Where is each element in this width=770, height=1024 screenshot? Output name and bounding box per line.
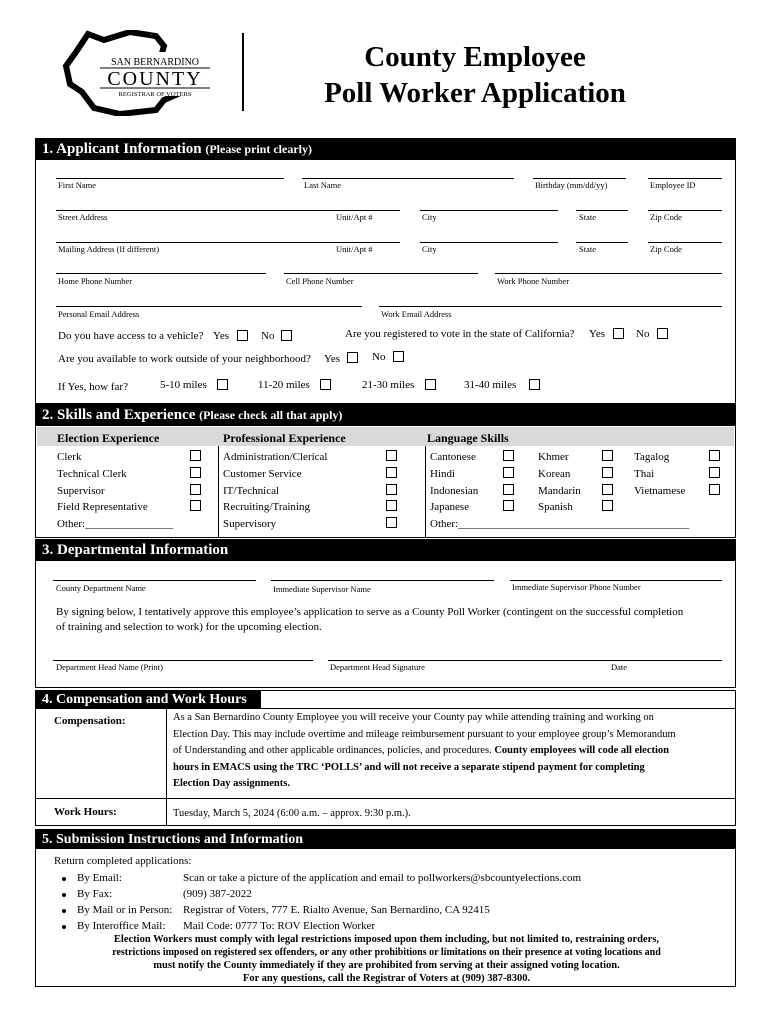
election-other-field[interactable]: Other:________________ [57,518,174,530]
compensation-line3-regular: of Understanding and other applicable ordinances, policies, and procedures. [173,745,492,756]
city-label: City [422,212,437,222]
section2-heading-note: (Please check all that apply) [199,408,343,422]
registered-no-checkbox[interactable] [657,328,668,339]
section4-heading: 4. Compensation and Work Hours [42,692,247,707]
vehicle-no-checkbox[interactable] [281,330,292,341]
language-korean-checkbox[interactable] [602,467,613,478]
home-phone-label: Home Phone Number [58,276,133,286]
professional-administration-checkbox[interactable] [386,450,397,461]
section3-heading-bar [36,540,735,561]
supervisor-name-field[interactable] [271,580,494,581]
distance-11-20-checkbox[interactable] [320,379,331,390]
language-spanish-checkbox[interactable] [602,500,613,511]
dept-head-name-field[interactable] [53,660,313,661]
approval-statement-line1: By signing below, I tentatively approve this employee’s application to serve as a County Poll Worker (contingent on the successful completion [56,606,684,618]
language-japanese-checkbox[interactable] [503,500,514,511]
county-logo [60,30,220,116]
state-label: State [579,212,596,222]
cell-phone-label: Cell Phone Number [286,276,354,286]
mailing-city-label: City [422,244,437,254]
unit-apt-label: Unit/Apt # [336,212,373,222]
outside-yes-label: Yes [324,353,341,365]
mailing-zip-field[interactable] [648,242,722,243]
header-divider [242,33,244,111]
registered-yes-checkbox[interactable] [613,328,624,339]
vehicle-yes-checkbox[interactable] [237,330,248,341]
dept-name-field[interactable] [53,580,256,581]
vehicle-question: Do you have access to a vehicle? [58,330,204,342]
section1-heading-note: (Please print clearly) [205,142,312,156]
distance-31-40-checkbox[interactable] [529,379,540,390]
home-phone-field[interactable] [56,273,266,274]
language-item-korean: Korean [538,468,571,480]
section3-heading: 3. Departmental Information [42,542,229,558]
language-cantonese-checkbox[interactable] [503,450,514,461]
distance-21-30-checkbox[interactable] [425,379,436,390]
language-tagalog-checkbox[interactable] [709,450,720,461]
zip-label: Zip Code [650,212,682,222]
election-item-technical-clerk: Technical Clerk [57,468,127,480]
street-address-field[interactable] [56,210,400,211]
registered-no-label: No [636,328,650,340]
professional-supervisory-checkbox[interactable] [386,517,397,528]
section2-heading: 2. Skills and Experience [42,407,196,423]
outside-question: Are you available to work outside of your neighborhood? [58,353,311,365]
bullet-fax [62,893,66,897]
section-applicant-information [35,138,736,404]
section5-heading: 5. Submission Instructions and Information [42,832,304,847]
language-item-tagalog: Tagalog [634,451,670,463]
professional-item-supervisory: Supervisory [223,518,277,530]
fax-method-value: (909) 387-2022 [183,888,252,900]
compensation-line2: Election Day. This may include overtime and mileage reimbursement pursuant to your employee group’s Memorandum [173,728,676,740]
section2-heading-bar [36,405,735,426]
language-item-mandarin: Mandarin [538,485,581,497]
section-submission-instructions [35,829,736,987]
work-phone-label: Work Phone Number [497,276,570,286]
election-technical-clerk-checkbox[interactable] [190,467,201,478]
section1-heading-bar [36,139,735,160]
mail-method-label: By Mail or in Person: [77,904,173,916]
state-field[interactable] [576,210,628,211]
mailing-state-field[interactable] [576,242,628,243]
notice-line1: Election Workers must comply with legal restrictions imposed upon them including, but not limited to, restraining orders, [113,934,660,945]
section1-heading: 1. Applicant Information [42,141,202,157]
supervisor-phone-field[interactable] [510,580,722,581]
personal-email-field[interactable] [56,306,362,307]
work-phone-field[interactable] [495,273,722,274]
language-hindi-checkbox[interactable] [503,467,514,478]
dept-name-label: County Department Name [56,583,146,593]
birthday-label: Birthday (mm/dd/yy) [535,180,608,190]
date-label: Date [611,662,628,672]
language-indonesian-checkbox[interactable] [503,484,514,495]
fax-method-label: By Fax: [77,888,113,900]
election-item-supervisor: Supervisor [57,485,105,497]
notice-line4: For any questions, call the Registrar of Voters at (909) 387-8300. [242,973,531,984]
professional-item-administration: Administration/Clerical [223,451,328,463]
professional-item-customer-service: Customer Service [223,468,302,480]
last-name-label: Last Name [304,180,342,190]
election-item-clerk: Clerk [57,451,82,463]
language-item-vietnamese: Vietnamese [634,485,686,497]
election-experience-heading: Election Experience [57,431,160,445]
notice-line2: restrictions imposed on registered sex offenders, or any other prohibitions or limitations on their presence at voting locations and [112,947,661,958]
last-name-field[interactable] [302,178,514,179]
page-title-line1: County Employee [364,41,586,73]
how-far-label: If Yes, how far? [58,381,128,393]
language-vietnamese-checkbox[interactable] [709,484,720,495]
compensation-line5: Election Day assignments. [173,778,290,789]
return-intro: Return completed applications: [54,855,192,867]
election-clerk-checkbox[interactable] [190,450,201,461]
bullet-mail [62,909,66,913]
street-address-label: Street Address [58,212,108,222]
language-item-spanish: Spanish [538,501,573,513]
skills-divider-2 [425,446,426,538]
vehicle-no-label: No [261,330,275,342]
bullet-email [62,877,66,881]
work-email-field[interactable] [379,306,722,307]
outside-yes-checkbox[interactable] [347,352,358,363]
professional-experience-heading: Professional Experience [223,431,346,445]
registered-question: Are you registered to vote in the state of California? [345,328,575,340]
vehicle-yes-label: Yes [213,330,230,342]
interoffice-method-value: Mail Code: 0777 To: ROV Election Worker [183,920,376,932]
bullet-interoffice [62,925,66,929]
dept-head-signature-field[interactable] [328,660,722,661]
section-compensation-work-hours [35,690,736,826]
section-skills-experience [35,404,736,538]
election-supervisor-checkbox[interactable] [190,484,201,495]
language-skills-heading: Language Skills [427,431,509,445]
distance-5-10-checkbox[interactable] [217,379,228,390]
cell-phone-field[interactable] [284,273,478,274]
supervisor-name-label: Immediate Supervisor Name [273,584,371,594]
skills-divider-1 [218,446,219,538]
language-item-cantonese: Cantonese [430,451,476,463]
email-method-value: Scan or take a picture of the application and email to pollworkers@sbcountyelections.com [183,872,582,884]
mailing-zip-label: Zip Code [650,244,682,254]
city-field[interactable] [420,210,558,211]
birthday-field[interactable] [533,178,626,179]
distance-11-20-label: 11-20 miles [258,379,310,391]
outside-no-label: No [372,351,386,363]
mailing-address-label: Mailing Address (If different) [58,244,160,254]
section5-heading-bar [36,830,735,849]
dept-head-name-label: Department Head Name (Print) [56,662,163,672]
language-khmer-checkbox[interactable] [602,450,613,461]
distance-5-10-label: 5-10 miles [160,379,207,391]
language-thai-checkbox[interactable] [709,467,720,478]
election-item-field-representative: Field Representative [57,501,148,513]
work-hours-value: Tuesday, March 5, 2024 (6:00 a.m. – approx. 9:30 p.m.). [173,808,411,819]
language-mandarin-checkbox[interactable] [602,484,613,495]
compensation-line1: As a San Bernardino County Employee you will receive your County pay while attending training and working on [173,712,654,723]
language-item-khmer: Khmer [538,451,569,463]
language-item-japanese: Japanese [430,501,470,513]
mailing-state-label: State [579,244,596,254]
professional-it-technical-checkbox[interactable] [386,484,397,495]
work-email-label: Work Email Address [381,309,452,319]
email-method-label: By Email: [77,872,122,884]
employee-id-label: Employee ID [650,180,696,190]
language-other-field[interactable]: Other:__________________________________________ [430,518,690,530]
mailing-city-field[interactable] [420,242,558,243]
professional-recruiting-training-checkbox[interactable] [386,500,397,511]
registered-yes-label: Yes [589,328,606,340]
zip-field[interactable] [648,210,722,211]
work-hours-row [36,798,735,799]
page-title-line2: Poll Worker Application [324,77,626,109]
mailing-address-field[interactable] [56,242,400,243]
distance-31-40-label: 31-40 miles [464,379,517,391]
compensation-line4: hours in EMACS using the TRC ‘POLLS’ and will not receive a separate stipend payment for completing [173,761,645,773]
logo-top-text: SAN BERNARDINO [110,57,200,68]
dept-head-signature-label: Department Head Signature [330,662,425,672]
approval-statement-line2: of training and selection to work) for the upcoming election. [56,621,322,633]
supervisor-phone-label: Immediate Supervisor Phone Number [512,582,641,592]
first-name-label: First Name [58,180,97,190]
mail-method-value: Registrar of Voters, 777 E. Rialto Avenue, San Bernardino, CA 92415 [183,904,490,916]
interoffice-method-label: By Interoffice Mail: [77,920,166,932]
compensation-line3 [173,743,733,760]
language-item-hindi: Hindi [430,468,456,480]
outside-no-checkbox[interactable] [393,351,404,362]
language-item-thai: Thai [634,468,655,480]
section4-heading-bar [36,691,735,709]
distance-21-30-label: 21-30 miles [362,379,415,391]
compensation-label: Compensation: [54,715,126,727]
professional-item-recruiting-training: Recruiting/Training [223,501,310,513]
mailing-unit-apt-label: Unit/Apt # [336,244,373,254]
compensation-line3-bold: County employees will code all election [494,745,669,756]
notice-line3: must notify the County immediately if they are prohibited from serving at their assigned voting location. [153,960,620,971]
logo-main-text: COUNTY [107,68,203,90]
logo-sub-text: REGISTRAR OF VOTERS [118,91,192,98]
professional-customer-service-checkbox[interactable] [386,467,397,478]
employee-id-field[interactable] [648,178,722,179]
compensation-text [173,710,733,793]
section4-column-divider [166,709,167,826]
professional-item-it-technical: IT/Technical [223,485,280,497]
election-field-representative-checkbox[interactable] [190,500,201,511]
work-hours-label: Work Hours: [54,806,117,818]
personal-email-label: Personal Email Address [58,309,140,319]
section-departmental-information [35,539,736,688]
first-name-field[interactable] [56,178,284,179]
language-item-indonesian: Indonesian [430,485,479,497]
